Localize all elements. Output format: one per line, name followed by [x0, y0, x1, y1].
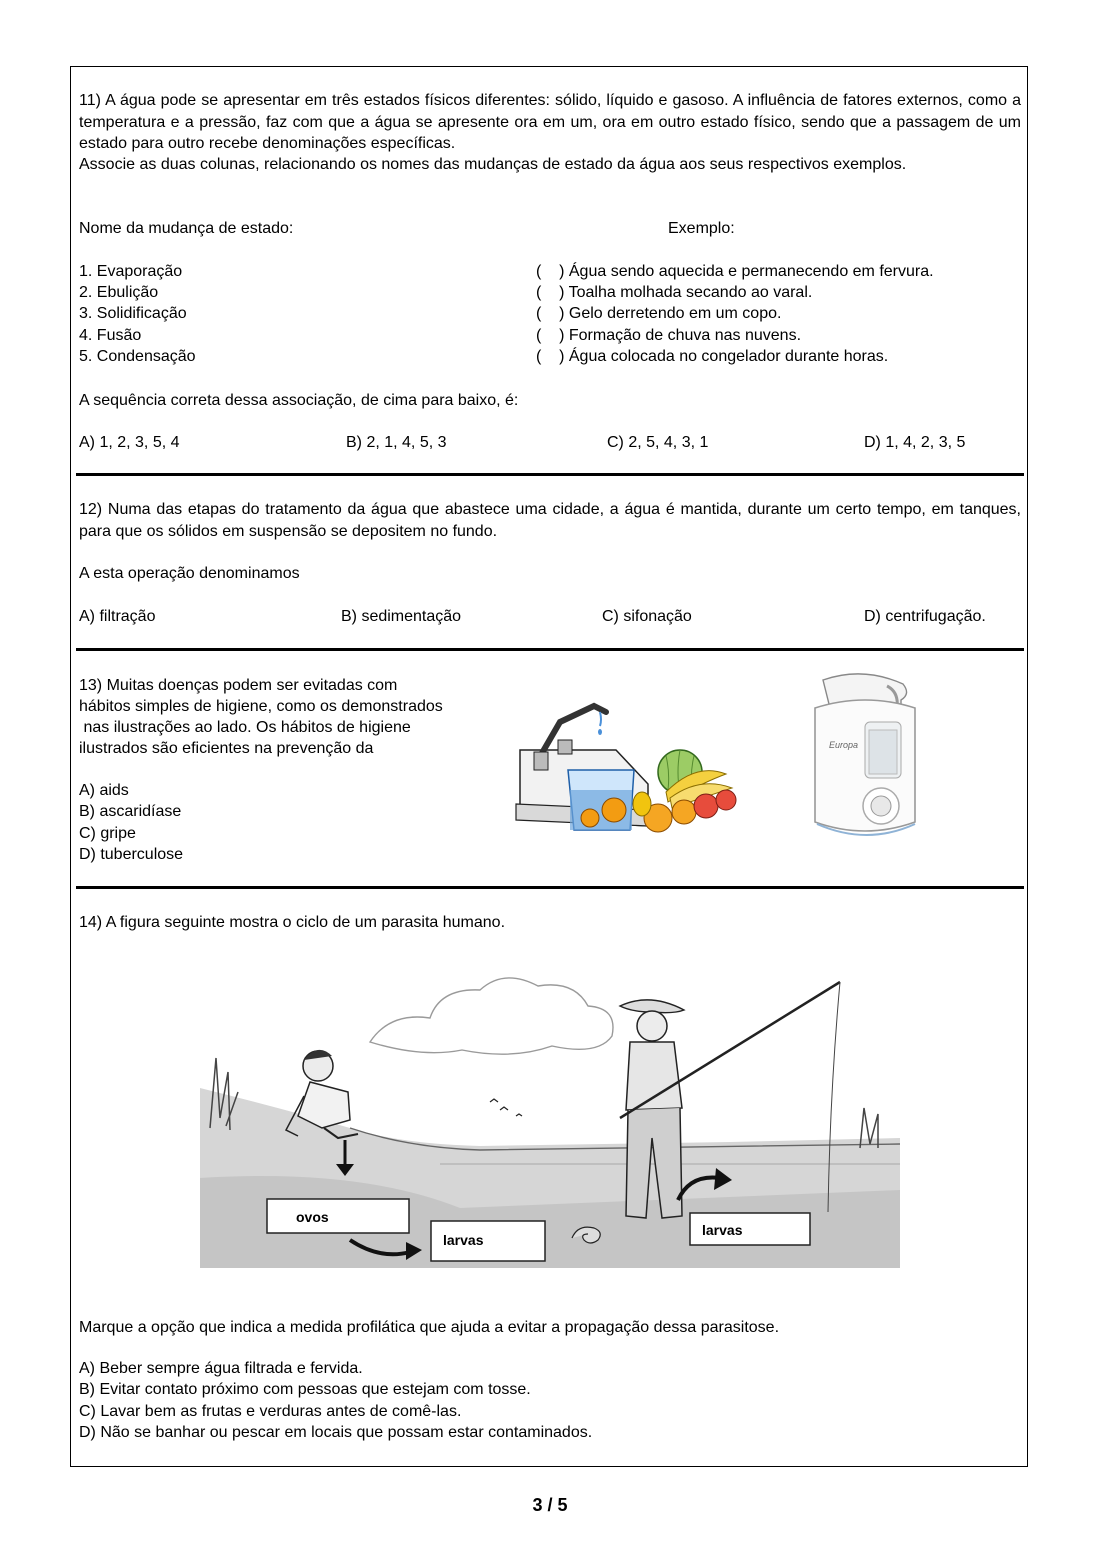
q11-right-item: ( ) Água colocada no congelador durante horas.	[536, 348, 889, 365]
figure-label-larvas: larvas	[443, 1232, 484, 1248]
q14-text: 14) A figura seguinte mostra o ciclo de um parasita humano.	[79, 914, 506, 931]
q13-line: 13) Muitas doenças podem ser evitadas com	[79, 677, 398, 694]
q11-left-item: 4. Fusão	[79, 327, 142, 344]
q11-instruction: Associe as duas colunas, relacionando os nomes das mudanças de estado da água aos seus respectivos exemplos.	[79, 156, 907, 173]
q11-left-item: 1. Evaporação	[79, 263, 183, 280]
separator	[76, 886, 1024, 889]
q12-option-b[interactable]: B) sedimentação	[341, 608, 462, 625]
q11-option-b[interactable]: B) 2, 1, 4, 5, 3	[346, 434, 447, 451]
q11-option-d[interactable]: D) 1, 4, 2, 3, 5	[864, 434, 966, 451]
q14-option-c[interactable]: C) Lavar bem as frutas e verduras antes de comê-las.	[79, 1403, 462, 1420]
q11-right-item: ( ) Formação de chuva nas nuvens.	[536, 327, 802, 344]
q11-right-item: ( ) Gelo derretendo em um copo.	[536, 305, 782, 322]
q13-line: ilustrados são eficientes na prevenção da	[79, 740, 374, 757]
q14-option-b[interactable]: B) Evitar contato próximo com pessoas que estejam com tosse.	[79, 1381, 531, 1398]
q14-option-a[interactable]: A) Beber sempre água filtrada e fervida.	[79, 1360, 363, 1377]
separator	[76, 648, 1024, 651]
q11-right-item: ( ) Toalha molhada secando ao varal.	[536, 284, 813, 301]
q13-option-b[interactable]: B) ascaridíase	[79, 803, 182, 820]
q13-line: nas ilustrações ao lado. Os hábitos de higiene	[79, 719, 411, 736]
q13-line: hábitos simples de higiene, como os demonstrados	[79, 698, 443, 715]
q11-right-item: ( ) Água sendo aquecida e permanecendo em fervura.	[536, 263, 934, 280]
figure-label-larvas: larvas	[702, 1222, 743, 1238]
parasite-cycle-figure	[200, 968, 900, 1268]
separator	[76, 473, 1024, 476]
q13-option-a[interactable]: A) aids	[79, 782, 129, 799]
q12-option-c[interactable]: C) sifonação	[602, 608, 692, 625]
page-number: 3 / 5	[532, 1495, 568, 1515]
q11-left-header: Nome da mudança de estado:	[79, 220, 294, 237]
q11-left-item: 2. Ebulição	[79, 284, 159, 301]
q11-left-item: 3. Solidificação	[79, 305, 187, 322]
q13-option-d[interactable]: D) tuberculose	[79, 846, 184, 863]
q14-prompt: Marque a opção que indica a medida profilática que ajuda a evitar a propagação dessa parasitose.	[79, 1319, 780, 1336]
q12-option-a[interactable]: A) filtração	[79, 608, 156, 625]
q11-option-a[interactable]: A) 1, 2, 3, 5, 4	[79, 434, 180, 451]
water-filter-illustration	[795, 672, 927, 850]
q11-prompt: A sequência correta dessa associação, de cima para baixo, é:	[79, 392, 519, 409]
q13-option-c[interactable]: C) gripe	[79, 825, 136, 842]
washing-fruits-illustration	[498, 700, 748, 840]
q12-option-d[interactable]: D) centrifugação.	[864, 608, 986, 625]
q12-prompt: A esta operação denominamos	[79, 565, 300, 582]
figure-label-ovos: ovos	[296, 1209, 329, 1225]
q11-option-c[interactable]: C) 2, 5, 4, 3, 1	[607, 434, 709, 451]
q11-left-item: 5. Condensação	[79, 348, 196, 365]
q11-intro: 11) A água pode se apresentar em três estados físicos diferentes: sólido, líquido e gasoso. A influência de fatores externos, como a temperatura e a pressão, faz com que a água se apresente ora em um, ora em outro estado físico, sendo que a passagem de um estado para outro recebe denominações específicas.	[79, 92, 1021, 152]
q12-text: 12) Numa das etapas do tratamento da água que abastece uma cidade, a água é mantida, durante um certo tempo, em tanques, para que os sólidos em suspensão se depositem no fundo.	[79, 501, 1021, 540]
q11-right-header: Exemplo:	[668, 220, 735, 237]
filter-brand: Europa	[829, 740, 859, 750]
q14-option-d[interactable]: D) Não se banhar ou pescar em locais que possam estar contaminados.	[79, 1424, 593, 1441]
